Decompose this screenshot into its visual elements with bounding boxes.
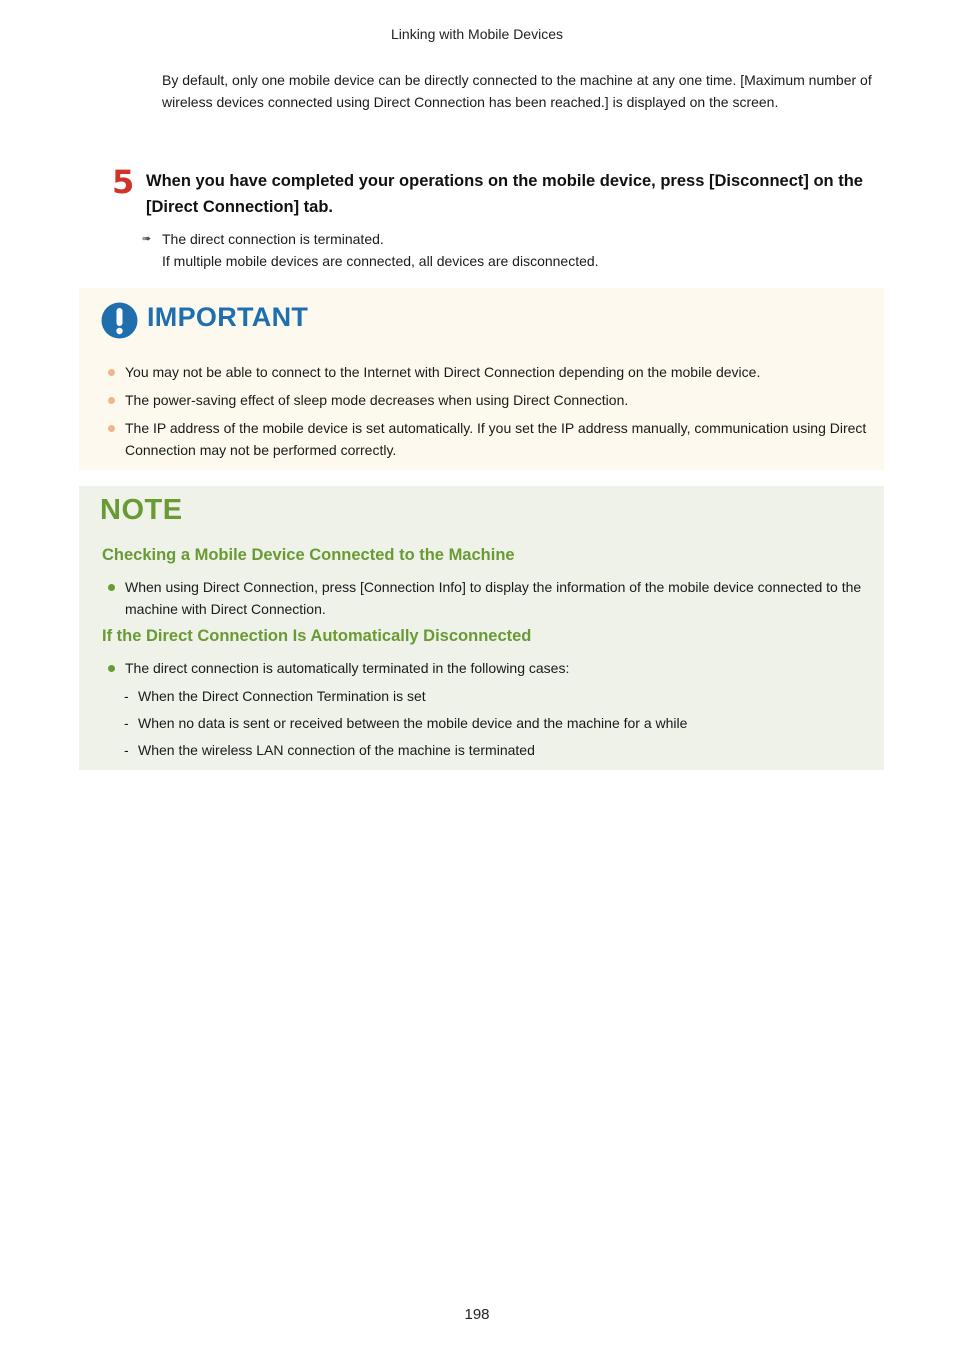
bullet-dot xyxy=(108,665,115,672)
note-item: The direct connection is automatically terminated in the following cases: xyxy=(107,657,865,679)
step-result xyxy=(142,228,872,272)
note-subitem: - When no data is sent or received between the mobile device and the machine for a while xyxy=(124,715,688,731)
note-heading-auto-disconnect: If the Direct Connection Is Automatically Disconnected xyxy=(102,627,532,645)
result-arrow-icon: ➠ xyxy=(142,233,152,245)
important-title: IMPORTANT xyxy=(147,302,309,332)
important-list xyxy=(107,361,867,467)
note-box xyxy=(79,486,884,770)
page-header: Linking with Mobile Devices xyxy=(391,26,563,42)
note-subitem: - When the wireless LAN connection of the machine is terminated xyxy=(124,742,535,758)
bullet-dot xyxy=(108,397,115,404)
result-line-2: If multiple mobile devices are connected, all devices are disconnected. xyxy=(162,253,599,269)
step-instruction: When you have completed your operations on the mobile device, press [Disconnect] on the [Direct Connection] tab. xyxy=(146,172,863,216)
bullet-dot xyxy=(108,369,115,376)
important-box xyxy=(79,288,884,470)
note-item: When using Direct Connection, press [Connection Info] to display the information of the mobile device connected to the machine with Direct Connection. xyxy=(107,576,865,620)
important-item: You may not be able to connect to the Internet with Direct Connection depending on the mobile device. xyxy=(107,361,867,383)
note-heading-checking: Checking a Mobile Device Connected to the Machine xyxy=(102,546,515,564)
bullet-dot xyxy=(108,584,115,591)
step-number: 5 xyxy=(112,163,135,201)
page-number: 198 xyxy=(464,1306,490,1323)
note-title: NOTE xyxy=(100,494,183,526)
bullet-dot xyxy=(108,425,115,432)
exclamation-circle-icon xyxy=(101,302,138,339)
intro-paragraph: By default, only one mobile device can be directly connected to the machine at any one time. [Maximum number of wireless devices connected using Direct Connection has been reached.] is displayed on the screen. xyxy=(162,72,872,110)
note-subitem: - When the Direct Connection Termination is set xyxy=(124,688,426,704)
important-item: The IP address of the mobile device is set automatically. If you set the IP address manually, communication using Direct Connection may not be performed correctly. xyxy=(107,417,867,461)
important-item: The power-saving effect of sleep mode decreases when using Direct Connection. xyxy=(107,389,867,411)
result-line-1: The direct connection is terminated. xyxy=(162,231,384,247)
